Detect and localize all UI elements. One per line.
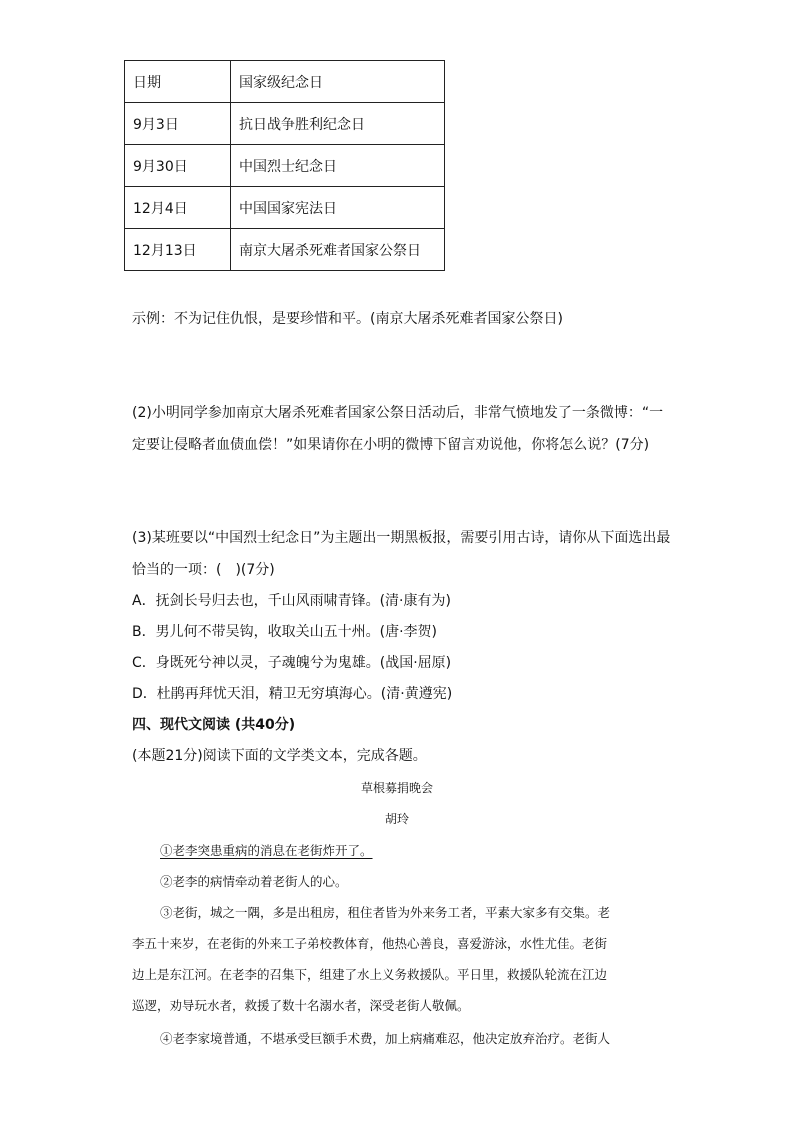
table-row xyxy=(125,229,445,271)
question-3-line-2: 恰当的一项：( )(7分) xyxy=(132,562,275,578)
question-3-line-1: (3)某班要以“中国烈士纪念日”为主题出一期黑板报，需要引用古诗，请你从下面选出最 xyxy=(132,530,671,546)
option-a: A．抚剑长号归去也，千山风雨啸青锋。(清·康有为) xyxy=(132,593,451,609)
story-paragraph-4-line: ④老李家境普通，不堪承受巨额手术费，加上病痛难忍，他决定放弃治疗。老街人 xyxy=(160,1031,611,1046)
table-row xyxy=(125,187,445,229)
story-author: 胡玲 xyxy=(384,812,409,826)
question-2-line-1: (2)小明同学参加南京大屠杀死难者国家公祭日活动后，非常气愤地发了一条微博：“一 xyxy=(132,405,664,421)
table-cell-day: 南京大屠杀死难者国家公祭日 xyxy=(231,229,445,271)
table-cell-day: 中国烈士纪念日 xyxy=(231,145,445,187)
table-header-row xyxy=(125,61,445,103)
story-paragraph-1: ①老李突患重病的消息在老街炸开了。 xyxy=(160,843,373,858)
table-header-date: 日期 xyxy=(125,61,231,103)
option-d: D．杜鹃再拜忧天泪，精卫无穷填海心。(清·黄遵宪) xyxy=(132,686,453,702)
memorial-days-table xyxy=(124,60,445,271)
table-cell-date: 9月3日 xyxy=(125,103,231,145)
option-b: B．男儿何不带吴钩，收取关山五十州。(唐·李贺) xyxy=(132,624,437,640)
option-c: C．身既死兮神以灵，子魂魄兮为鬼雄。(战国·屈原) xyxy=(132,655,452,671)
question-2-line-2: 定要让侵略者血债血偿！”如果请你在小明的微博下留言劝说他，你将怎么说？(7分) xyxy=(132,437,650,453)
story-paragraph-3-line: 李五十来岁，在老街的外来工子弟校教体育，他热心善良，喜爱游泳，水性尤佳。老街 xyxy=(132,936,608,951)
table-cell-day: 抗日战争胜利纪念日 xyxy=(231,103,445,145)
table-cell-date: 9月30日 xyxy=(125,145,231,187)
table-cell-date: 12月4日 xyxy=(125,187,231,229)
table-row xyxy=(125,145,445,187)
table-cell-date: 12月13日 xyxy=(125,229,231,271)
story-title: 草根募捐晚会 xyxy=(360,781,433,795)
story-paragraph-3-line: ③老街，城之一隅，多是出租房，租住者皆为外来务工者，平素大家多有交集。老 xyxy=(160,905,611,920)
table-cell-day: 中国国家宪法日 xyxy=(231,187,445,229)
story-paragraph-3-line: 边上是东江河。在老李的召集下，组建了水上义务救援队。平日里，救援队轮流在江边 xyxy=(132,967,608,982)
table-row xyxy=(125,103,445,145)
section-heading: 四、现代文阅读 (共40分) xyxy=(132,717,296,733)
example-text: 示例：不为记住仇恨，是要珍惜和平。(南京大屠杀死难者国家公祭日) xyxy=(132,311,563,327)
story-paragraph-3-line: 巡逻，劝导玩水者，救援了数十名溺水者，深受老街人敬佩。 xyxy=(132,998,470,1013)
story-paragraph-2: ②老李的病情牵动着老街人的心。 xyxy=(160,874,348,889)
table-header-day: 国家级纪念日 xyxy=(231,61,445,103)
section-intro: (本题21分)阅读下面的文学类文本，完成各题。 xyxy=(132,748,427,764)
